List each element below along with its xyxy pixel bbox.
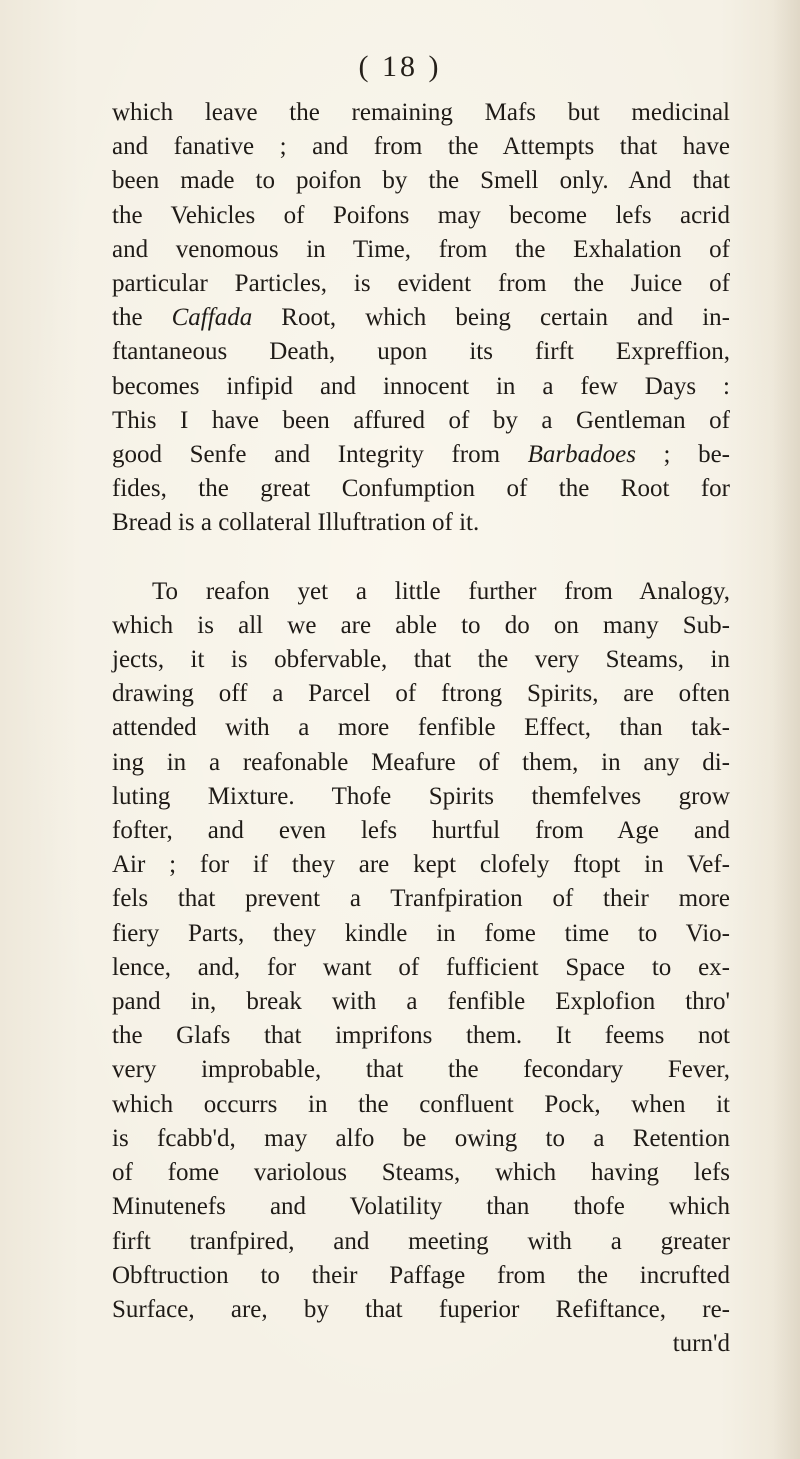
text-line: luting Mixture. Thofe Spirits themfelves grow — [112, 782, 730, 810]
paragraph-1 — [112, 96, 730, 541]
paragraph-2 — [112, 575, 730, 1327]
text-line: pand in, break with a fenfible Explofion thro' — [112, 988, 730, 1016]
text-line: fides, the great Confumption of the Root for — [112, 475, 730, 503]
text-line: which occurrs in the confluent Pock, when it — [112, 1090, 730, 1118]
text-line: fiery Parts, they kindle in fome time to Vio- — [112, 919, 730, 947]
text-line: been made to poifon by the Smell only. And that — [112, 167, 730, 195]
text-line: ing in a reafonable Meafure of them, in any di- — [112, 748, 730, 776]
italic-word: Caffada — [171, 304, 253, 332]
text-line: is fcabb'd, may alfo be owing to a Retention — [112, 1124, 730, 1152]
text-line: fofter, and even lefs hurtful from Age and — [112, 817, 730, 845]
text-line: and venomous in Time, from the Exhalation of — [112, 235, 730, 263]
page-number: ( 18 ) — [358, 50, 442, 83]
page-edge-shadow — [772, 0, 800, 1459]
body-text — [112, 96, 730, 1361]
text-line: ftantaneous Death, upon its firft Expreffion, — [112, 338, 730, 366]
text-line: Obftruction to their Paffage from the incrufted — [112, 1261, 730, 1289]
text-line: This I have been affured of by a Gentleman of — [112, 406, 730, 434]
paragraph-break — [112, 541, 730, 575]
text-line: Minutenefs and Volatility than thofe which — [112, 1193, 730, 1221]
text-line: particular Particles, is evident from the Juice of — [112, 270, 730, 298]
text-line: Surface, are, by that fuperior Refiftance, re- — [112, 1295, 730, 1323]
text-line: drawing off a Parcel of ftrong Spirits, are often — [112, 680, 730, 708]
text-line: which is all we are able to do on many Sub- — [112, 611, 730, 639]
text-line: attended with a more fenfible Effect, than tak- — [112, 714, 730, 742]
text-line: and fanative ; and from the Attempts that have — [112, 133, 730, 161]
catchword: turn'd — [672, 1330, 730, 1358]
text-line: lence, and, for want of fufficient Space to ex- — [112, 953, 730, 981]
text-line: To reafon yet a little further from Analogy, — [152, 577, 730, 605]
text-line: firft tranfpired, and meeting with a greater — [112, 1227, 730, 1255]
text-line: the Caffada Root, which being certain and in- — [112, 304, 730, 332]
italic-word: Barbadoes — [527, 441, 636, 469]
text-line: fels that prevent a Tranfpiration of their more — [112, 885, 730, 913]
text-line: good Senfe and Integrity from Barbadoes ; be- — [112, 441, 730, 469]
text-line: which leave the remaining Mafs but medicinal — [112, 99, 730, 126]
text-line: jects, it is obfervable, that the very Steams, in — [112, 646, 730, 674]
text-line: the Vehicles of Poifons may become lefs acrid — [112, 201, 730, 229]
text-line: Bread is a collateral Illuftration of it. — [112, 509, 480, 537]
text-line: the Glafs that imprifons them. It feems not — [112, 1022, 730, 1050]
text-line: very improbable, that the fecondary Fever, — [112, 1056, 730, 1084]
text-line: of fome variolous Steams, which having lefs — [112, 1159, 730, 1187]
text-line: Air ; for if they are kept clofely ftopt in Vef- — [112, 851, 730, 879]
text-line: becomes infipid and innocent in a few Days : — [112, 372, 730, 400]
